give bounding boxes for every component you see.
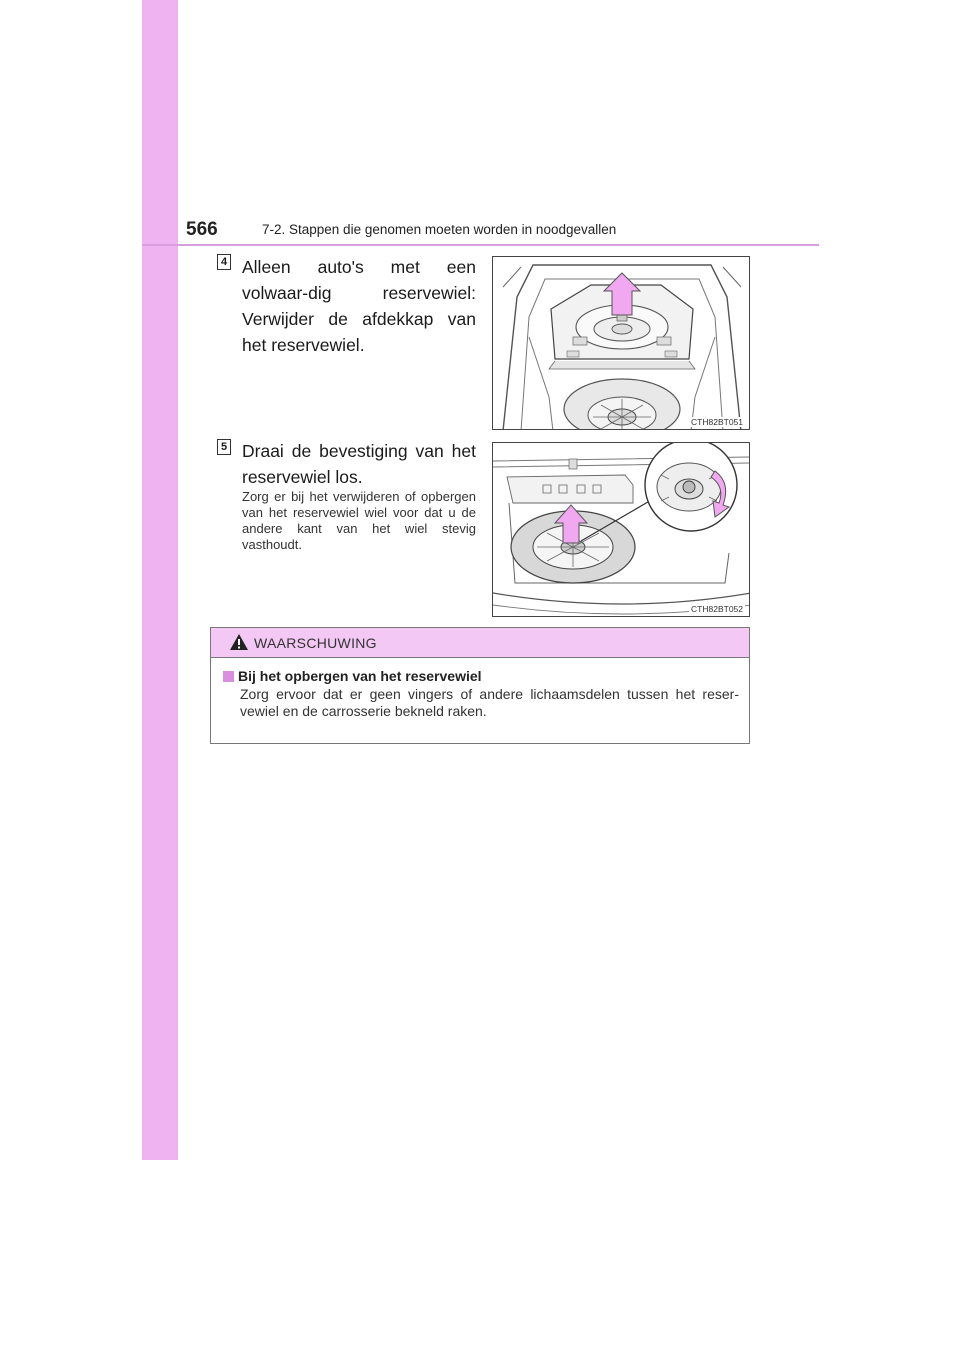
warning-triangle-icon <box>229 633 249 651</box>
bullet-square-icon <box>223 671 234 682</box>
figure-code: CTH82BT052 <box>691 604 743 614</box>
chapter-side-strip <box>142 0 178 1160</box>
warning-item-title-text: Bij het opbergen van het reservewiel <box>238 668 482 684</box>
step-number-4: 4 <box>217 254 231 270</box>
step-5-subtext: Zorg er bij het verwijderen of opbergen van het reservewiel wiel voor dat u de andere kant van het wiel stevig vasthoudt. <box>242 489 476 552</box>
warning-item-text: Zorg ervoor dat er geen vingers of andere lichaamsdelen tussen het reser-vewiel en de carrosserie bekneld raken. <box>240 686 739 719</box>
warning-box <box>210 627 750 744</box>
spare-bolt-illustration <box>493 443 750 617</box>
warning-title: WAARSCHUWING <box>254 635 377 651</box>
step-4-text: Alleen auto's met een volwaar-dig reservewiel: Verwijder de afdekkap van het reservewiel. <box>242 257 476 355</box>
section-title: 7-2. Stappen die genomen moeten worden in noodgevallen <box>262 222 617 237</box>
warning-item-title <box>223 668 739 684</box>
header-rule <box>142 244 819 246</box>
step-number-5: 5 <box>217 439 231 455</box>
step-5-text: Draai de bevestiging van het reservewiel los. <box>242 441 476 487</box>
warning-header <box>211 628 749 658</box>
warning-body <box>211 658 749 720</box>
figure-loosen-spare-bolt <box>492 442 750 617</box>
figure-code: CTH82BT051 <box>691 417 743 427</box>
figure-remove-spare-cover <box>492 256 750 430</box>
trunk-cover-illustration <box>493 257 750 430</box>
page-number: 566 <box>186 219 218 240</box>
